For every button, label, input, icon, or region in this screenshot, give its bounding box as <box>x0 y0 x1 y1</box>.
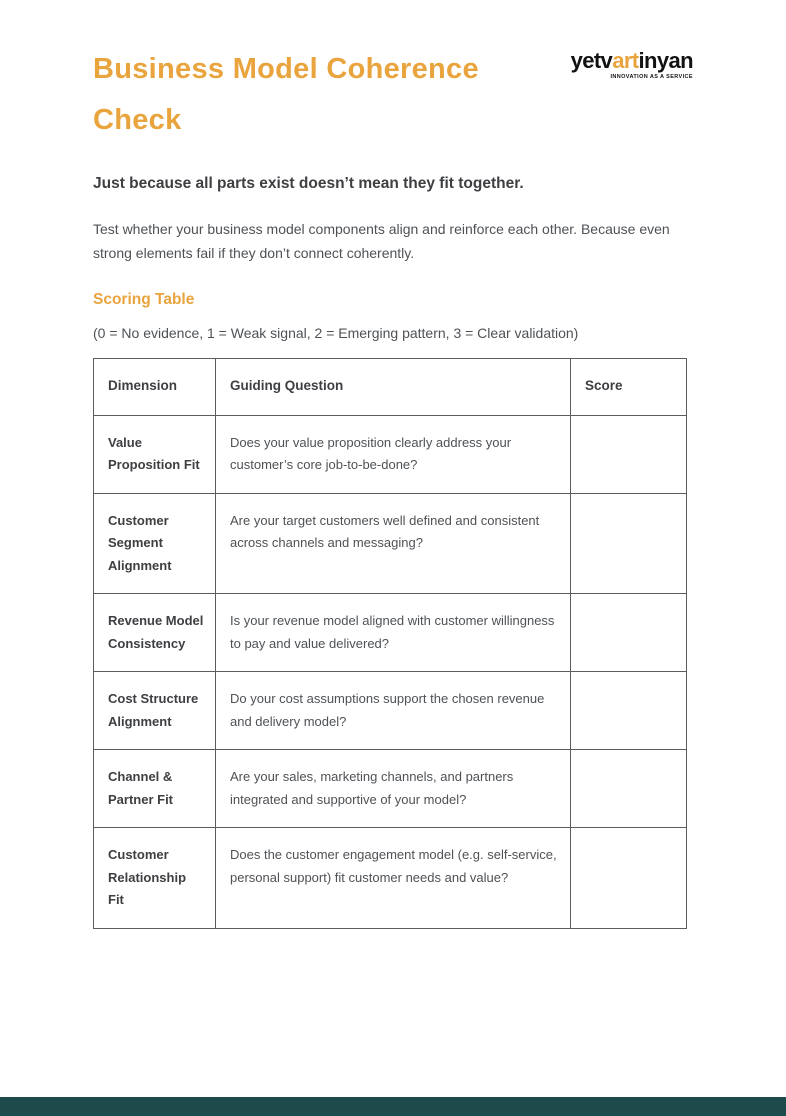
question-cell: Does your value proposition clearly address your customer’s core job-to-be-done? <box>216 415 571 493</box>
score-cell <box>571 672 687 750</box>
scoring-table-body <box>94 415 687 928</box>
logo-tagline: INNOVATION AS A SERVICE <box>610 74 693 80</box>
column-header-dimension: Dimension <box>94 359 216 416</box>
header-row <box>94 359 687 416</box>
dimension-cell: Value Proposition Fit <box>94 415 216 493</box>
page-title: Business Model Coherence Check <box>93 53 479 136</box>
logo-part-accent: art <box>612 48 639 73</box>
scoring-table <box>93 358 687 929</box>
footer-brand-bar <box>0 1097 786 1116</box>
page-header <box>93 44 693 146</box>
score-cell <box>571 415 687 493</box>
section-heading-scoring-table: Scoring Table <box>93 291 195 308</box>
dimension-cell: Cost Structure Alignment <box>94 672 216 750</box>
scoring-table-head <box>94 359 687 416</box>
logo-part-3: inyan <box>638 48 693 73</box>
question-cell: Is your revenue model aligned with customer willingness to pay and value delivered? <box>216 594 571 672</box>
dimension-cell: Channel & Partner Fit <box>94 750 216 828</box>
intro-paragraph: Test whether your business model components align and reinforce each other. Because even strong elements fail if they don’t connect coherently. <box>93 221 670 261</box>
table-row <box>94 672 687 750</box>
score-cell <box>571 828 687 929</box>
scoring-scale-note: (0 = No evidence, 1 = Weak signal, 2 = Emerging pattern, 3 = Clear validation) <box>93 325 579 341</box>
company-logo <box>571 50 693 80</box>
question-cell: Do your cost assumptions support the chosen revenue and delivery model? <box>216 672 571 750</box>
column-header-score: Score <box>571 359 687 416</box>
table-row <box>94 493 687 594</box>
dimension-cell: Customer Segment Alignment <box>94 493 216 594</box>
score-cell <box>571 750 687 828</box>
logo-part-1: yetv <box>570 48 613 73</box>
table-row <box>94 594 687 672</box>
question-cell: Are your target customers well defined and consistent across channels and messaging? <box>216 493 571 594</box>
table-row <box>94 750 687 828</box>
column-header-guiding-question: Guiding Question <box>216 359 571 416</box>
dimension-cell: Revenue Model Consistency <box>94 594 216 672</box>
intro-statement: Just because all parts exist doesn’t mean they fit together. <box>93 175 524 192</box>
table-row <box>94 828 687 929</box>
dimension-cell: Customer Relationship Fit <box>94 828 216 929</box>
question-cell: Does the customer engagement model (e.g. self-service, personal support) fit customer needs and value? <box>216 828 571 929</box>
score-cell <box>571 493 687 594</box>
logo-wordmark <box>571 50 693 72</box>
table-row <box>94 415 687 493</box>
question-cell: Are your sales, marketing channels, and partners integrated and supportive of your model? <box>216 750 571 828</box>
score-cell <box>571 594 687 672</box>
